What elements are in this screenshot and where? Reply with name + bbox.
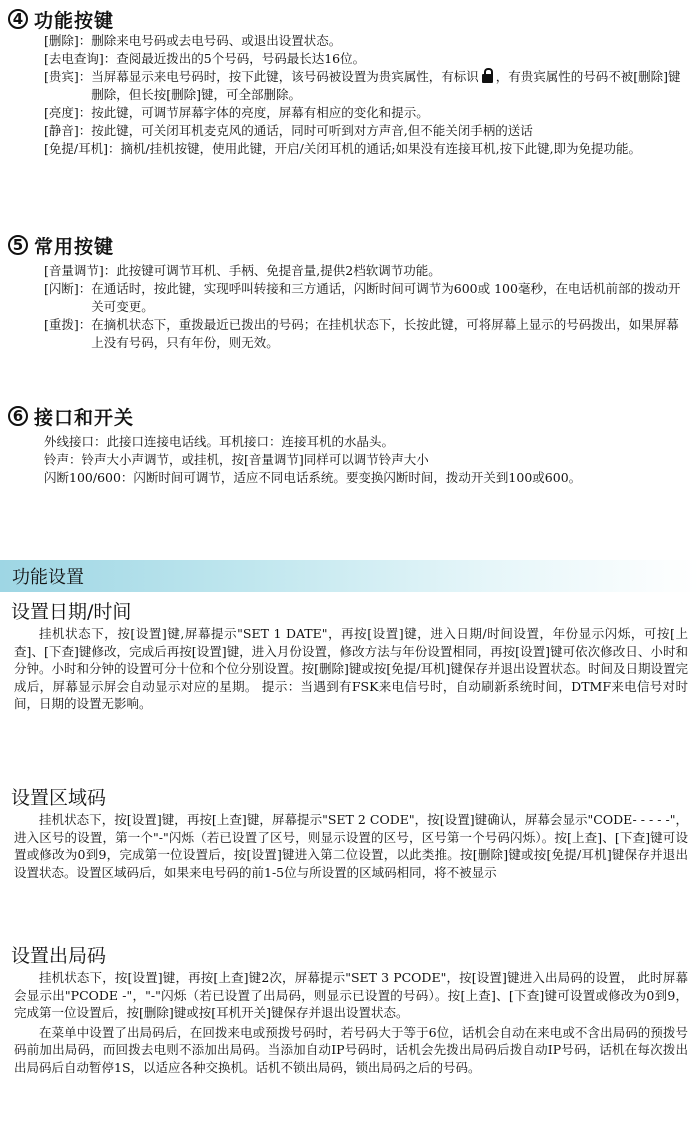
key-description: 在摘机状态下，重拨最近已拨出的号码；在挂机状态下，长按此键，可将屏幕上显示的号码拨出，如果屏幕上没有号码，只有年份，则无效。	[91, 317, 679, 350]
section-heading	[8, 6, 700, 32]
key-description: 此按键可调节耳机、手柄、免提音量,提供2档软调节功能。	[116, 263, 441, 278]
section-title: 设置区域码	[11, 787, 107, 809]
paragraph: 挂机状态下，按[设置]键,屏幕提示"SET 1 DATE"，再按[设置]键，进入日期/时间设置，年份显示闪烁，可按[上查]、[下查]键修改，完成后再按[设置]键，进入月份设置，修改方法与年份设置相同，再按[设置]键可依次修改日、小时和分钟。小时和分钟的设置可分十位和个位分别设置。按[删除]键或按[免提/耳机]键保存并退出设置状态。时间及日期设置完成后，屏幕显示屏会自动显示对应的星期。 提示：当遇到有FSK来电信号时，自动刷新系统时间，DTMF来电信号对时间，日期的设置无影响。	[14, 626, 688, 711]
key-label: [静音]：	[44, 123, 92, 138]
list-item: 铃声：铃声大小声调节，或挂机，按[音量调节]同样可以调节铃声大小	[44, 452, 429, 467]
section-number-badge: 4	[8, 9, 28, 29]
section-area-code	[0, 785, 700, 881]
section-number-badge: 5	[8, 235, 28, 255]
lock-icon	[482, 68, 493, 83]
list-item	[44, 68, 688, 104]
list-item	[44, 122, 688, 140]
key-list	[44, 32, 688, 158]
key-label: [重拨]：	[44, 317, 92, 332]
list-item	[44, 104, 688, 122]
key-description: 按此键，可调节屏幕字体的亮度，屏幕有相应的变化和提示。	[91, 105, 429, 120]
paragraph: 在菜单中设置了出局码后，在回拨来电或预拨号码时，若号码大于等于6位，话机会自动在来电或不含出局码的预拨号码前加出局码，而回拨去电则不添加出局码。当添加自动IP号码时，话机会先拨出局码后拨自动IP号码，话机在每次拨出出局码后自动暂停1S，以适应各种交换机。话机不锁出局码，锁出局码之后的号码。	[14, 1024, 688, 1075]
section-heading	[8, 403, 700, 429]
section-title: 接口和开关	[34, 406, 135, 429]
banner-title: 功能设置	[12, 567, 84, 588]
key-label: [音量调节]：	[44, 263, 117, 278]
paragraph: 挂机状态下，按[设置]键，再按[上查]键，屏幕提示"SET 2 CODE"，按[设置]键确认，屏幕会显示"CODE- - - - -"，进入区号的设置，第一个"-"闪烁（若已设置了区号，则显示设置的区号，区号第一个号码闪烁）。按[上查]、[下查]键可设置或修改为0到9，完成第一位设置后，按[设置]键进入第二位设置，以此类推。按[删除]键或按[免提/耳机]键保存并退出设置状态。设置区域码后，如果来电号码的前1-5位与所设置的区域码相同，将不被显示	[14, 812, 688, 880]
list-item	[44, 32, 688, 50]
key-label: [亮度]：	[44, 105, 92, 120]
key-description: 查阅最近拨出的5个号码，号码最长达16位。	[116, 51, 366, 66]
key-description: 摘机/挂机按键，使用此键，开启/关闭耳机的通话;如果没有连接耳机,按下此键,即为免提功能。	[120, 141, 642, 156]
key-description	[91, 68, 688, 104]
vip-desc-part1: 当屏幕显示来电号码时，按下此键，该号码被设置为贵宾属性，有标识	[91, 69, 479, 84]
key-label: [闪断]：	[44, 281, 92, 296]
section-ports-switches	[0, 403, 700, 487]
list-item	[44, 280, 688, 316]
section-title: 设置日期/时间	[11, 601, 132, 623]
vip-desc-part2: ，有贵宾属性的号码不被[删除]键删除，但长按[删除]键，可全部删除。	[91, 69, 681, 102]
key-label: [贵宾]：	[44, 69, 92, 84]
section-number-badge: 6	[8, 406, 28, 426]
section-title: 常用按键	[34, 235, 115, 258]
section-outgoing-code	[0, 943, 700, 1076]
key-label: [删除]：	[44, 33, 92, 48]
list-item	[44, 316, 688, 352]
section-common-keys	[0, 232, 700, 352]
key-description: 在通话时，按此键，实现呼叫转接和三方通话，闪断时间可调节为600或 100毫秒，在电话机前部的拨动开关可变更。	[91, 281, 681, 314]
key-label: [免提/耳机]：	[44, 141, 121, 156]
list-item	[44, 262, 688, 280]
list-item: 闪断100/600：闪断时间可调节，适应不同电话系统。要变换闪断时间，拨动开关到100或600。	[44, 470, 582, 485]
key-description: 删除来电号码或去电号码、或退出设置状态。	[91, 33, 342, 48]
ports-list	[0, 433, 700, 487]
key-list	[44, 262, 688, 352]
section-function-keys	[0, 6, 700, 158]
section-heading	[8, 232, 700, 258]
section-title: 功能按键	[34, 9, 115, 32]
section-date-time	[0, 599, 700, 713]
function-settings-banner	[0, 560, 700, 592]
key-label: [去电查询]：	[44, 51, 117, 66]
section-title: 设置出局码	[11, 945, 107, 967]
paragraph: 挂机状态下，按[设置]键，再按[上查]键2次，屏幕提示"SET 3 PCODE"，按[设置]键进入出局码的设置， 此时屏幕会显示出"PCODE -"，"-"闪烁（若已设置了出局码，则显示已设置的号码）。按[上查]、[下查]键可设置或修改为0到9，完成第一位设置后，按[删除]键或按[耳机开关]键保存并退出设置状态。	[14, 970, 688, 1020]
key-description: 按此键，可关闭耳机麦克风的通话，同时可听到对方声音,但不能关闭手柄的送话	[91, 123, 533, 138]
list-item: 外线接口：此接口连接电话线。耳机接口：连接耳机的水晶头。	[44, 434, 395, 449]
list-item	[44, 140, 688, 158]
list-item	[44, 50, 688, 68]
